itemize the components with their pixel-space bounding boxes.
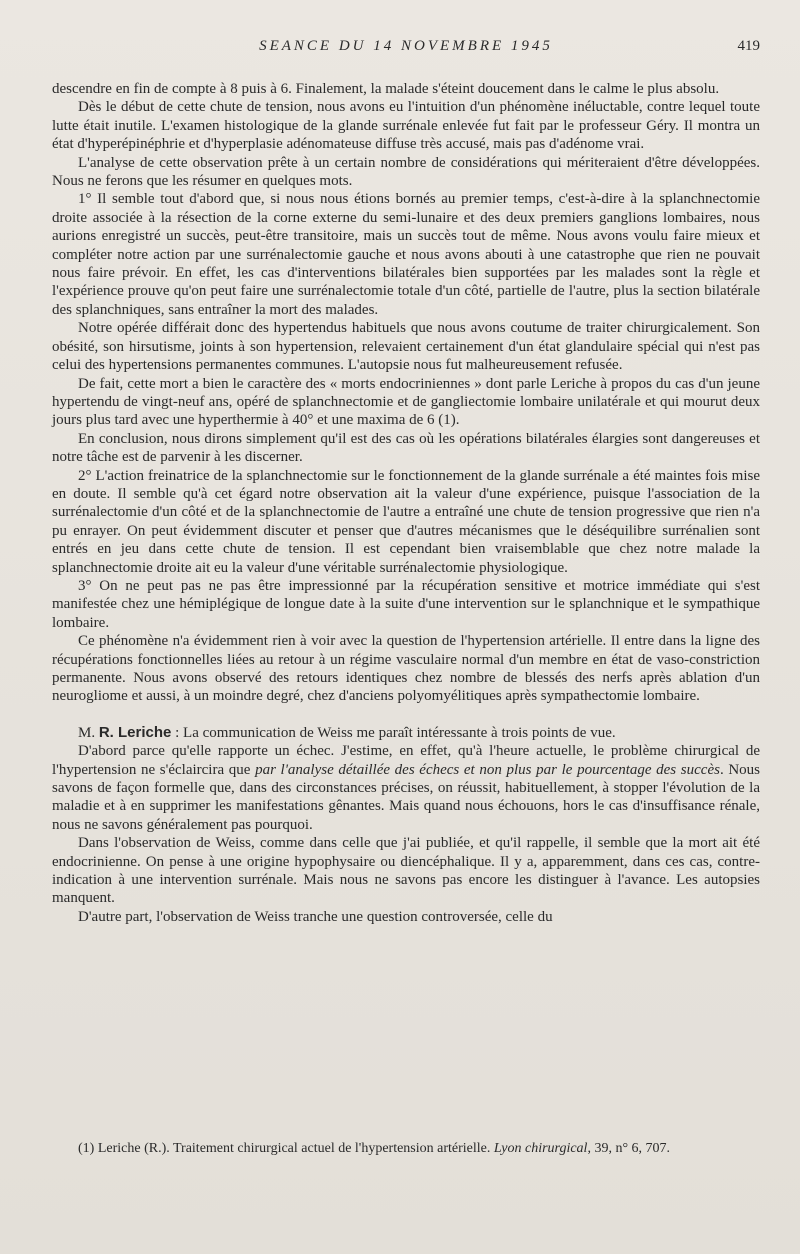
running-header: [52, 38, 760, 66]
paragraph-10: Ce phénomène n'a évidemment rien à voir avec la question de l'hypertension artérielle. Il entre dans la ligne des récupérations fonctionnelles liées au retour à un régime vasculaire normal d'un membre en état de vaso-constriction permanente. Nous avons observé des retours identiques chez nombre de blessés des nerfs après ablation d'un neurogliome et aussi, à un moindre degré, chez d'anciens polyomyélitiques après sympathectomie lombaire.: [52, 633, 760, 705]
paragraph-12: [52, 742, 760, 834]
paragraph-12-emphasis: par l'analyse détaillée des échecs et non plus par le pourcentage des succès: [255, 761, 720, 778]
paragraph-14: D'autre part, l'observation de Weiss tranche une question controversée, celle du: [78, 908, 553, 925]
paragraph-8: 2° L'action freinatrice de la splanchnectomie sur le fonctionnement de la glande surrénale a été maintes fois mise en doute. Il semble qu'à cet égard notre observation ait la valeur d'une expérience, puisque l'association de la surrénalectomie d'un côté et de la splanchnectomie de l'autre a entraîné une chute de tension progressive que rien n'a pu enrayer. On peut évidemment discuter et penser que d'autres mécanismes que le déséquilibre surrénalien sont entrés en jeu dans cette chute de tension. Il est cependant bien vraisemblable que chez notre malade la splanchnectomie droite ait eu la valeur d'une véritable surrénalectomie physiologique.: [52, 467, 760, 576]
paragraph-12-text-b: . Nous savons de façon formelle que, dans des circonstances précises, on réussit, habituellement, à stopper l'évolution de la maladie et à en supprimer les manifestations gênantes. Mais quand nous échouons, hors le cas d'insuffisance rénale, nous ne savons généralement pas pourquoi.: [52, 761, 760, 833]
page-number: 419: [737, 38, 760, 54]
paragraph-4: 1° Il semble tout d'abord que, si nous nous étions bornés au premier temps, c'est-à-dire à la splanchnectomie droite associée à la résection de la corne externe du semi-lunaire et des deux premiers ganglions lombaires, nous aurions enregistré un succès, peut-être transitoire, mais un succès tout de même. Nous avons voulu faire mieux et compléter notre action par une surrénalectomie gauche et nous avons abouti à une catastrophe que rien ne pouvait nous faire prévoir. En effet, les cas d'interventions bilatérales bien supportées par les malades sont la règle et l'expérience prouve qu'on peut faire une surrénalectomie totale d'un côté, partielle de l'autre, plus la section bilatérale des splanchniques, sans entraîner la mort des malades.: [52, 191, 760, 318]
footnote: [52, 1140, 760, 1158]
paragraph-3: L'analyse de cette observation prête à un certain nombre de considérations qui mériteraient d'être développées. Nous ne ferons que les résumer en quelques mots.: [52, 154, 760, 190]
paragraph-2: Dès le début de cette chute de tension, nous avons eu l'intuition d'un phénomène inéluctable, contre lequel toute lutte était inutile. L'examen histologique de la glande surrénale enlevée fut fait par le professeur Géry. Il montra un état d'hyperépinéphrie et d'hyperplasie adénomateuse diffuse très accusé, mais pas d'adénome vrai.: [52, 99, 760, 153]
body-text: [52, 80, 760, 926]
paragraph-6: De fait, cette mort a bien le caractère des « morts endocriniennes » dont parle Leriche à propos du cas d'un jeune hypertendu de vingt-neuf ans, opéré de splanchnectomie et de gangliectomie lombaire unilatérale et qui mourut deux jours plus tard avec une hyperthermie à 40° et une maxima de 6 (1).: [52, 375, 760, 429]
speaker-name: R. Leriche: [98, 723, 172, 741]
paragraph-11-text: : La communication de Weiss me paraît intéressante à trois points de vue.: [171, 724, 616, 741]
paragraph-5: Notre opérée différait donc des hypertendus habituels que nous avons coutume de traiter chirurgicalement. Son obésité, son hirsutisme, joints à son hypertension, relevaient certainement d'un état glandulaire spécial qui n'est pas celui des hypertensions permanentes communes. L'autopsie nous fut malheureusement refusée.: [52, 320, 760, 374]
paragraph-11: [52, 724, 760, 742]
footnote-text-b: , 39, n° 6, 707.: [587, 1141, 671, 1156]
paragraph-7: En conclusion, nous dirons simplement qu'il est des cas où les opérations bilatérales élargies sont dangereuses et notre tâche est de parvenir à les discerner.: [52, 430, 760, 466]
paragraph-1: descendre en fin de compte à 8 puis à 6. Finalement, la malade s'éteint doucement dans le calme le plus absolu.: [52, 81, 720, 97]
footnote-text-a: (1) Leriche (R.). Traitement chirurgical actuel de l'hypertension artérielle.: [78, 1141, 494, 1156]
paragraph-12-text-a: D'abord parce qu'elle rapporte un échec. J'estime, en effet, qu'à l'heure actuelle, le problème chirurgical de l'hypertension ne s'éclaircira que: [52, 743, 760, 778]
paragraph-13: Dans l'observation de Weiss, comme dans celle que j'ai publiée, et qu'il rappelle, il semble que la mort ait été endocrinienne. On pense à une origine hypophysaire ou diencéphalique. Il y a, apparemment, dans ces cas, contre-indication à une intervention surrénale. Mais nous ne savons pas encore les distinguer à l'avance. Les autopsies manquent.: [52, 835, 760, 907]
running-title: SEANCE DU 14 NOVEMBRE 1945: [259, 38, 553, 54]
footnote-journal: Lyon chirurgical: [493, 1141, 588, 1156]
speaker-prefix: M.: [78, 724, 99, 741]
paragraph-9: 3° On ne peut pas ne pas être impressionné par la récupération sensitive et motrice immédiate qui s'est manifestée chez une hémiplégique de longue date à la suite d'une intervention sur le splanchnique et le sympathique lombaire.: [52, 577, 760, 631]
